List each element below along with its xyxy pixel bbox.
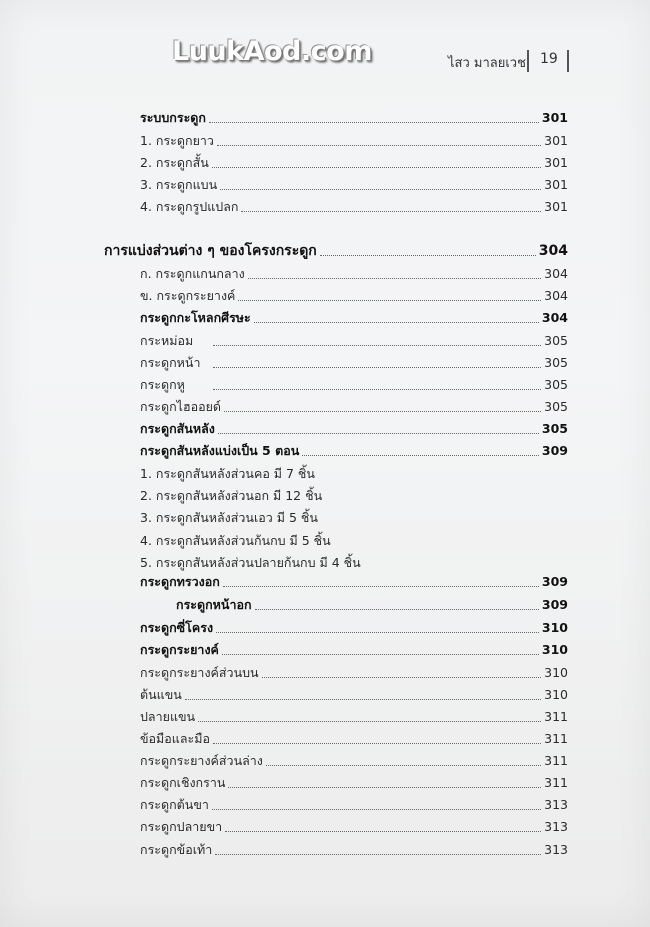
toc-entry: ต้นแขน 310: [140, 687, 568, 702]
toc-entry: ข. กระดูกระยางค์ 304: [140, 288, 568, 303]
toc-entry: 1. กระดูกยาว 301: [140, 133, 568, 148]
toc-entry: กระดูกระยางค์ส่วนบน 310: [140, 665, 568, 680]
toc-entry: กระดูกต้นขา 313: [140, 797, 568, 812]
toc-entry: กระดูกระยางค์ส่วนล่าง 311: [140, 753, 568, 768]
toc-entry: ก. กระดูกแกนกลาง 304: [140, 266, 568, 281]
toc-entry: 4. กระดูกรูปแปลก 301: [140, 199, 568, 214]
toc-entry: 1. กระดูกสันหลังส่วนคอ มี 7 ชิ้น: [140, 466, 315, 481]
toc-entry: กระดูกหู 305: [140, 377, 568, 392]
toc-entry: 2. กระดูกสั้น 301: [140, 155, 568, 170]
toc-entry: 3. กระดูกแบน 301: [140, 177, 568, 192]
toc-entry: 3. กระดูกสันหลังส่วนเอว มี 5 ชิ้น: [140, 510, 318, 525]
toc-entry: 4. กระดูกสันหลังส่วนก้นกบ มี 5 ชิ้น: [140, 533, 331, 548]
header-page-number: 19: [540, 51, 558, 67]
toc-entry: กระดูกหน้าอก 309: [176, 597, 568, 612]
toc-entry: ข้อมือและมือ 311: [140, 731, 568, 746]
toc-entry: กระดูกหน้า 305: [140, 355, 568, 370]
toc-entry: ปลายแขน 311: [140, 709, 568, 724]
toc-entry: 2. กระดูกสันหลังส่วนอก มี 12 ชิ้น: [140, 488, 323, 503]
toc-entry: กระดูกข้อเท้า 313: [140, 842, 568, 857]
toc-entry: 5. กระดูกสันหลังส่วนปลายก้นกบ มี 4 ชิ้น: [140, 555, 361, 570]
toc-entry: ระบบกระดูก 301: [140, 110, 568, 125]
toc-entry: กระดูกสันหลัง 305: [140, 421, 568, 436]
header-author: ไสว มาลยเวช: [448, 56, 526, 71]
toc-entry: กระหม่อม 305: [140, 333, 568, 348]
toc-entry: กระดูกซี่โครง 310: [140, 620, 568, 635]
toc-entry: กระดูกกะโหลกศีรษะ 304: [140, 310, 568, 325]
toc-entry: กระดูกเชิงกราน 311: [140, 775, 568, 790]
toc-entry: กระดูกปลายขา 313: [140, 819, 568, 834]
toc-section-heading: การแบ่งส่วนต่าง ๆ ของโครงกระดูก 304: [104, 243, 568, 259]
toc-entry: กระดูกทรวงอก 309: [140, 574, 568, 589]
watermark-logo: LuukAod.com: [172, 36, 372, 67]
toc-entry: กระดูกสันหลังแบ่งเป็น 5 ตอน 309: [140, 443, 568, 458]
toc-entry: กระดูกไฮออยด์ 305: [140, 399, 568, 414]
toc-entry: กระดูกระยางค์ 310: [140, 642, 568, 657]
